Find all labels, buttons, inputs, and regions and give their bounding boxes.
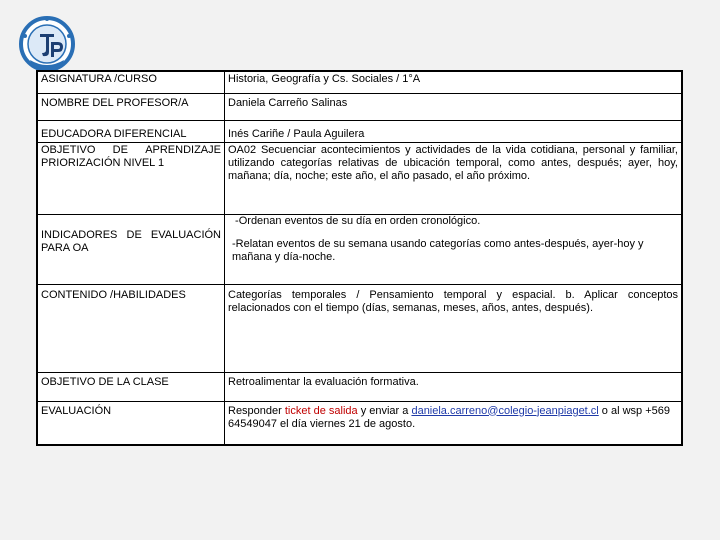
- label-word: DE: [112, 143, 128, 156]
- row-objetivo-aprendizaje: [37, 142, 682, 214]
- label-word: EVALUACIÓN: [150, 228, 221, 241]
- row-objetivo-clase: [37, 372, 682, 401]
- contenido-label: CONTENIDO /HABILIDADES: [37, 284, 225, 372]
- evaluacion-text: y enviar a: [357, 404, 412, 417]
- evaluacion-text: Responder: [228, 404, 285, 417]
- row-asignatura: [37, 71, 682, 93]
- objetivo-aprendizaje-label: [37, 142, 225, 214]
- class-plan-table: [36, 70, 683, 446]
- row-indicadores: [37, 214, 682, 284]
- evaluacion-text: o al wsp +569 64549047 el día viernes 21 de agosto.: [228, 404, 670, 430]
- indicadores-label-line1: [41, 229, 221, 242]
- label-word: INDICADORES: [41, 228, 118, 241]
- label-word: DE: [126, 228, 142, 241]
- objetivo-aprendizaje-value: OA02 Secuenciar acontecimientos y actividades de la vida cotidiana, personal y familiar, utilizando categorías relativas de ubicación temporal, como antes, después; ayer, hoy, mañana; día, noche; este año, el año pasado, el año próximo.: [225, 142, 683, 214]
- educadora-value: Inés Cariñe / Paula Aguilera: [225, 120, 683, 142]
- profesor-label: NOMBRE DEL PROFESOR/A: [37, 93, 225, 120]
- indicadores-value: [225, 214, 683, 284]
- evaluacion-value: [225, 401, 683, 445]
- row-contenido: [37, 284, 682, 372]
- row-profesor: [37, 93, 682, 120]
- asignatura-label: ASIGNATURA /CURSO: [37, 71, 225, 93]
- objetivo-aprendizaje-label-line2: PRIORIZACIÓN NIVEL 1: [41, 156, 165, 169]
- indicador-item: -Ordenan eventos de su día en orden cronológico.: [232, 214, 481, 227]
- evaluacion-label: EVALUACIÓN: [37, 401, 225, 445]
- label-word: OBJETIVO: [41, 143, 96, 156]
- indicadores-label: [37, 214, 225, 284]
- row-evaluacion: [37, 401, 682, 445]
- indicador-item: -Relatan eventos de su semana usando categorías como antes-después, ayer-hoy y mañana y día-noche.: [232, 237, 644, 263]
- objetivo-aprendizaje-label-line1: [41, 144, 221, 157]
- contenido-value: Categorías temporales / Pensamiento temporal y espacial. b. Aplicar conceptos relacionados con el tiempo (días, semanas, meses, años, antes, después).: [225, 284, 683, 372]
- objetivo-clase-label: OBJETIVO DE LA CLASE: [37, 372, 225, 401]
- school-logo: [18, 10, 76, 78]
- objetivo-clase-value: Retroalimentar la evaluación formativa.: [225, 372, 683, 401]
- row-educadora: [37, 120, 682, 142]
- ticket-de-salida: ticket de salida: [284, 404, 358, 417]
- asignatura-value: Historia, Geografía y Cs. Sociales / 1°A: [225, 71, 683, 93]
- profesor-value: Daniela Carreño Salinas: [225, 93, 683, 120]
- educadora-label: EDUCADORA DIFERENCIAL: [37, 120, 225, 142]
- indicadores-label-line2: PARA OA: [41, 241, 89, 254]
- email-link[interactable]: daniela.carreno@colegio-jeanpiaget.cl: [411, 404, 599, 417]
- label-word: APRENDIZAJE: [145, 143, 221, 156]
